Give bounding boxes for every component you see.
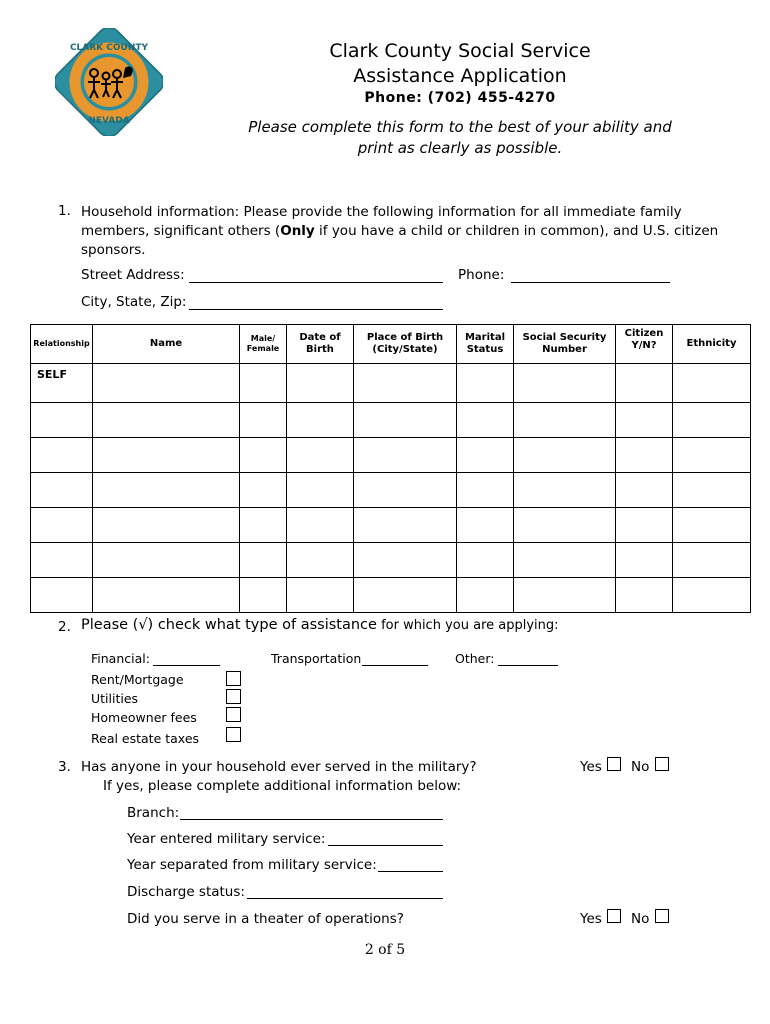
table-cell[interactable] <box>287 508 354 543</box>
cell-relationship-self <box>31 364 93 403</box>
col-pob-1: Place of Birth <box>366 332 444 343</box>
table-cell[interactable] <box>93 578 240 613</box>
military-yes-checkbox[interactable] <box>607 757 621 771</box>
military-followup: If yes, please complete additional information below: <box>103 778 462 794</box>
col-pob <box>354 325 457 364</box>
phone-field[interactable] <box>511 268 670 283</box>
self-label: SELF <box>37 368 67 381</box>
table-cell[interactable] <box>240 438 287 473</box>
instructions <box>230 117 690 159</box>
discharge-label: Discharge status: <box>127 884 245 900</box>
other-label: Other: <box>455 651 495 666</box>
table-cell[interactable] <box>93 543 240 578</box>
table-cell[interactable] <box>354 438 457 473</box>
col-dob <box>287 325 354 364</box>
table-cell[interactable] <box>514 543 616 578</box>
year-entered-field[interactable] <box>328 831 443 846</box>
section-1-number: 1. <box>58 203 71 219</box>
section-1-line-3: sponsors. <box>81 242 146 258</box>
table-row <box>31 403 751 438</box>
table-cell[interactable] <box>93 508 240 543</box>
table-row <box>31 364 751 403</box>
year-separated-label: Year separated from military service: <box>127 857 377 873</box>
col-dob-1: Date of <box>299 332 341 343</box>
table-cell[interactable] <box>457 364 514 403</box>
financial-label: Financial: <box>91 651 150 666</box>
table-header-row <box>31 325 751 364</box>
table-cell[interactable] <box>240 403 287 438</box>
rent-mortgage-label: Rent/Mortgage <box>91 672 184 687</box>
street-address-label: Street Address: <box>81 267 185 283</box>
transportation-label: Transportation <box>271 651 362 666</box>
section-1-line-1: Household information: Please provide the following information for all immediate family <box>81 204 682 220</box>
col-ethnicity: Ethnicity <box>673 325 751 364</box>
table-cell[interactable] <box>354 508 457 543</box>
table-cell[interactable] <box>616 543 673 578</box>
table-cell[interactable] <box>31 543 93 578</box>
table-cell[interactable] <box>673 578 751 613</box>
title-line-2: Assistance Application <box>353 65 567 87</box>
table-cell[interactable] <box>93 438 240 473</box>
theater-question: Did you serve in a theater of operations? <box>127 911 404 927</box>
theater-yes-label: Yes <box>580 911 602 927</box>
table-cell[interactable] <box>354 578 457 613</box>
title-line-1: Clark County Social Service <box>329 40 591 62</box>
table-cell[interactable] <box>31 508 93 543</box>
clark-county-logo <box>55 28 163 136</box>
street-address-field[interactable] <box>189 268 443 283</box>
table-cell[interactable] <box>514 403 616 438</box>
col-citizen <box>616 325 673 364</box>
table-cell[interactable] <box>287 543 354 578</box>
table-cell[interactable] <box>93 403 240 438</box>
table-row <box>31 508 751 543</box>
table-cell[interactable] <box>287 364 354 403</box>
military-no-label: No <box>631 759 650 775</box>
section-1-line-2b: if you have a child or children in common), and U.S. citizen <box>314 223 719 239</box>
section-3-number: 3. <box>58 759 71 775</box>
table-cell[interactable] <box>673 403 751 438</box>
table-cell[interactable] <box>240 543 287 578</box>
city-state-zip-label: City, State, Zip: <box>81 294 187 310</box>
table-cell[interactable] <box>287 578 354 613</box>
table-cell[interactable] <box>31 473 93 508</box>
theater-yes-checkbox[interactable] <box>607 909 621 923</box>
table-cell[interactable] <box>240 578 287 613</box>
table-cell[interactable] <box>240 508 287 543</box>
table-cell[interactable] <box>673 438 751 473</box>
instructions-line-2: print as clearly as possible. <box>357 139 563 157</box>
col-relationship: Relationship <box>31 325 93 364</box>
table-cell[interactable] <box>93 364 240 403</box>
table-cell[interactable] <box>287 403 354 438</box>
table-cell[interactable] <box>354 364 457 403</box>
col-pob-2: (City/State) <box>372 344 438 355</box>
col-citizen-2: Y/N? <box>631 340 657 351</box>
col-male-label: Male/ <box>250 334 276 343</box>
branch-label: Branch: <box>127 805 180 821</box>
phone-label: Phone: <box>458 267 505 283</box>
table-cell[interactable] <box>287 438 354 473</box>
military-question: Has anyone in your household ever served in the military? <box>81 759 477 775</box>
instructions-line-1: Please complete this form to the best of your ability and <box>248 118 672 136</box>
utilities-label: Utilities <box>91 691 139 706</box>
section-2-text-a: Please (√) check what type of assistance <box>81 617 377 633</box>
page-number: 2 of 5 <box>364 942 406 958</box>
table-cell[interactable] <box>616 578 673 613</box>
city-state-zip-field[interactable] <box>189 295 443 310</box>
col-male-female <box>240 325 287 364</box>
rent-mortgage-checkbox[interactable] <box>226 671 241 686</box>
other-field[interactable] <box>498 651 558 666</box>
col-ssn-2: Number <box>542 344 587 355</box>
table-cell[interactable] <box>457 438 514 473</box>
table-cell[interactable] <box>514 508 616 543</box>
section-1-text <box>81 203 741 260</box>
theater-no-checkbox[interactable] <box>655 909 669 923</box>
section-1-line-2a: members, significant others ( <box>81 223 281 239</box>
military-no-checkbox[interactable] <box>655 757 669 771</box>
utilities-checkbox[interactable] <box>226 689 241 704</box>
table-row <box>31 438 751 473</box>
homeowner-fees-label: Homeowner fees <box>91 710 197 725</box>
military-yes-label: Yes <box>580 759 602 775</box>
table-cell[interactable] <box>354 543 457 578</box>
table-cell[interactable] <box>514 473 616 508</box>
table-cell[interactable] <box>673 543 751 578</box>
year-entered-label: Year entered military service: <box>127 831 326 847</box>
section-1-only: Only <box>280 223 315 239</box>
branch-field[interactable] <box>180 805 443 820</box>
table-cell[interactable] <box>616 364 673 403</box>
section-2-text-b: for which you are applying: <box>376 618 559 633</box>
table-cell[interactable] <box>457 473 514 508</box>
table-cell[interactable] <box>93 473 240 508</box>
col-marital-1: Marital <box>464 332 505 343</box>
col-marital-2: Status <box>466 344 504 355</box>
real-estate-taxes-checkbox[interactable] <box>226 727 241 742</box>
discharge-field[interactable] <box>247 884 443 899</box>
table-cell[interactable] <box>240 473 287 508</box>
table-cell[interactable] <box>354 403 457 438</box>
table-cell[interactable] <box>616 403 673 438</box>
col-name: Name <box>93 325 240 364</box>
col-ssn <box>514 325 616 364</box>
section-2-text <box>81 617 559 633</box>
homeowner-fees-checkbox[interactable] <box>226 707 241 722</box>
table-row <box>31 578 751 613</box>
table-row <box>31 473 751 508</box>
table-cell[interactable] <box>673 364 751 403</box>
table-cell[interactable] <box>457 578 514 613</box>
table-cell[interactable] <box>457 403 514 438</box>
col-ssn-1: Social Security <box>522 332 607 343</box>
table-cell[interactable] <box>514 364 616 403</box>
theater-no-label: No <box>631 911 650 927</box>
logo-text-bottom: NEVADA <box>88 116 130 126</box>
table-cell[interactable] <box>31 438 93 473</box>
col-marital <box>457 325 514 364</box>
table-cell[interactable] <box>457 508 514 543</box>
household-table <box>30 324 751 613</box>
col-citizen-1: Citizen <box>624 328 664 339</box>
table-cell[interactable] <box>457 543 514 578</box>
table-cell[interactable] <box>616 473 673 508</box>
col-female-label: Female <box>246 344 280 353</box>
financial-field[interactable] <box>153 651 220 666</box>
col-dob-2: Birth <box>306 344 334 355</box>
section-2-number: 2. <box>58 619 71 635</box>
transportation-field[interactable] <box>362 651 428 666</box>
table-cell[interactable] <box>287 473 354 508</box>
table-cell[interactable] <box>31 578 93 613</box>
real-estate-taxes-label: Real estate taxes <box>91 731 200 746</box>
table-cell[interactable] <box>514 438 616 473</box>
phone-number: Phone: (702) 455-4270 <box>364 90 556 106</box>
table-cell[interactable] <box>354 473 457 508</box>
table-cell[interactable] <box>673 473 751 508</box>
table-cell[interactable] <box>616 438 673 473</box>
table-cell[interactable] <box>673 508 751 543</box>
year-separated-field[interactable] <box>378 857 443 872</box>
logo-text-top: CLARK COUNTY <box>69 43 149 53</box>
table-cell[interactable] <box>31 403 93 438</box>
table-cell[interactable] <box>514 578 616 613</box>
table-cell[interactable] <box>616 508 673 543</box>
table-row <box>31 543 751 578</box>
table-cell[interactable] <box>240 364 287 403</box>
